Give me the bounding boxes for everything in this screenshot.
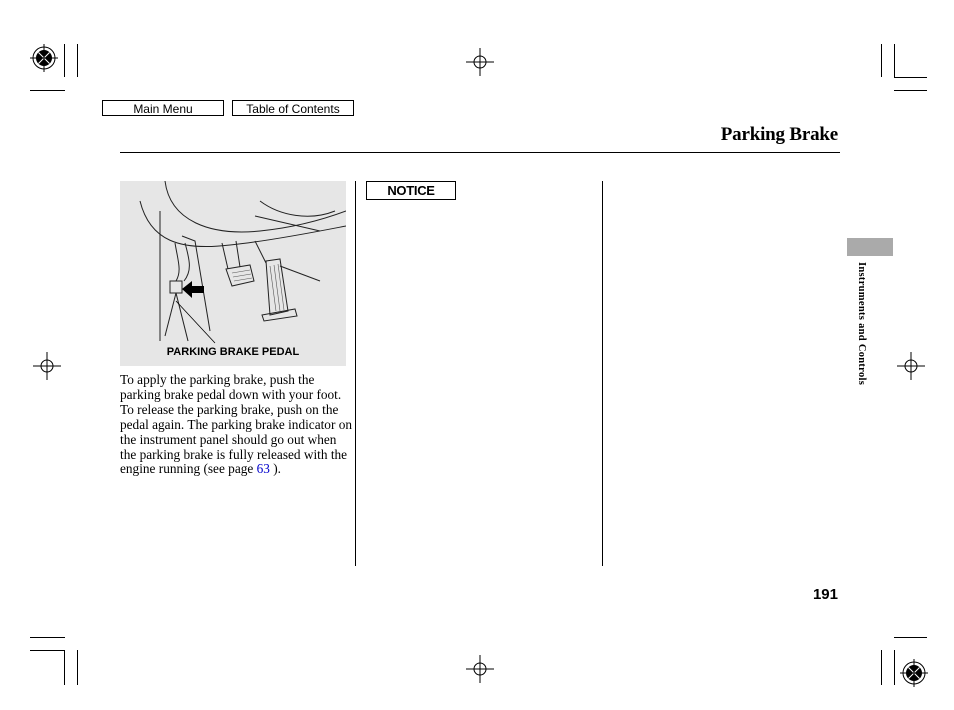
- table-of-contents-button[interactable]: Table of Contents: [232, 100, 354, 116]
- parking-brake-figure: [120, 181, 346, 366]
- crosshair-icon: [466, 48, 494, 76]
- crosshair-icon: [466, 655, 494, 683]
- arrow-icon: [182, 281, 204, 298]
- main-menu-button[interactable]: Main Menu: [102, 100, 224, 116]
- column-divider: [602, 181, 603, 566]
- page-title: Parking Brake: [720, 124, 838, 145]
- title-rule: [120, 152, 840, 153]
- parking-brake-pedal-illustration: [120, 181, 346, 346]
- page-number: 191: [812, 586, 838, 603]
- registration-target-icon: [900, 659, 928, 687]
- crosshair-icon: [33, 352, 61, 380]
- column-divider: [355, 181, 356, 566]
- body-text: To apply the parking brake, push the parking brake pedal down with your foot. To release the parking brake, push on the pedal again. The parking brake indicator on the instrument panel should go out when the parking brake is fully released with the engine running (see page: [120, 372, 352, 477]
- body-paragraph: [120, 373, 352, 477]
- body-text-end: ).: [269, 461, 281, 477]
- registration-target-icon: [30, 44, 58, 72]
- section-tab-label: Instruments and Controls: [856, 262, 867, 386]
- crosshair-icon: [897, 352, 925, 380]
- page-link[interactable]: 63: [256, 461, 270, 477]
- figure-caption: PARKING BRAKE PEDAL: [166, 346, 300, 358]
- section-tab-marker: [847, 238, 893, 256]
- notice-badge: NOTICE: [366, 181, 456, 200]
